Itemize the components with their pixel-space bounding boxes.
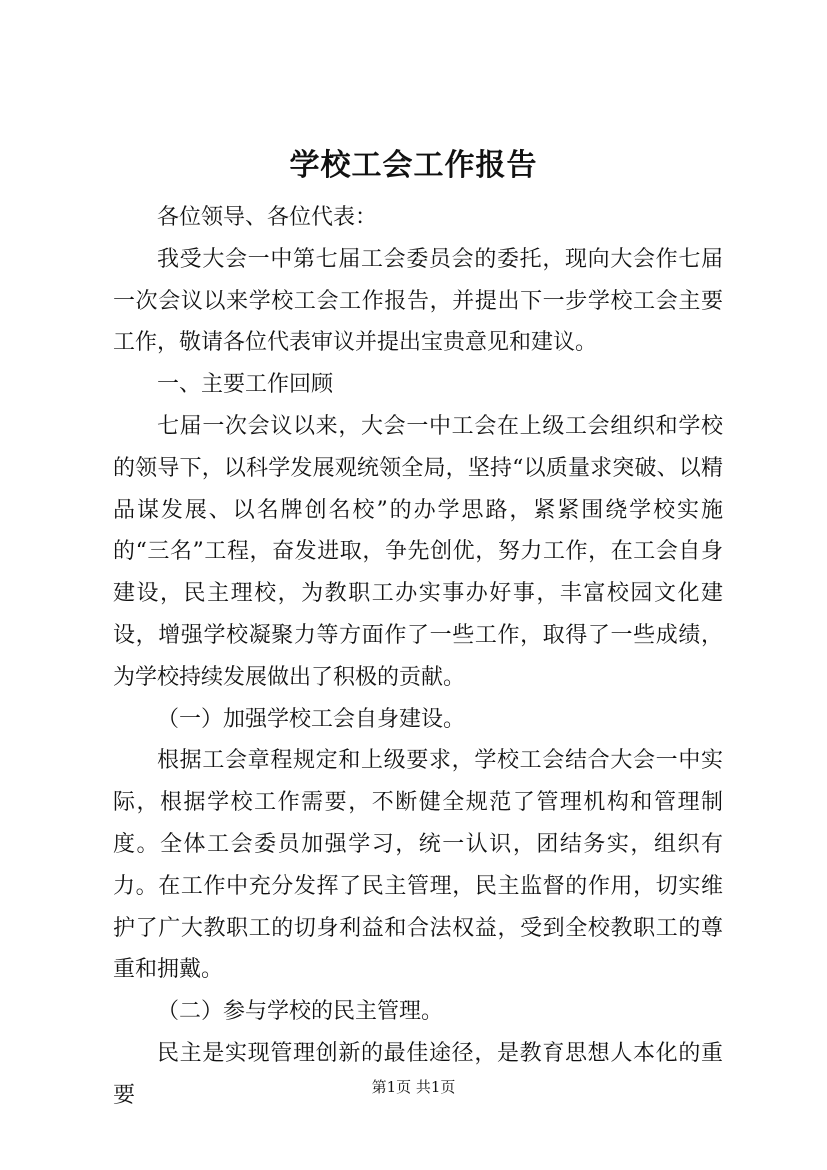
subsection-heading-2: （二）参与学校的民主管理。 — [157, 999, 444, 1025]
paragraph-intro: 我受大会一中第七届工会委员会的委托，现向大会作七届一次会议以来学校工会工作报告，并提出下一步学校工会主要工作，敬请各位代表审议并提出宝贵意见和建议。 — [113, 246, 723, 356]
paragraph-salutation: 各位领导、各位代表： — [157, 205, 378, 230]
section-heading-review: 一、主要工作回顾 — [157, 372, 334, 398]
document-body — [113, 197, 723, 1117]
page-footer: 第1页 共1页 — [371, 1078, 456, 1096]
paragraph-democracy: 民主是实现管理创新的最佳途径，是教育思想人本化的重要 — [113, 1040, 723, 1108]
paragraph-self-building: 根据工会章程规定和上级要求，学校工会结合大会一中实际，根据学校工作需要，不断健全规范了管理机构和管理制度。全体工会委员加强学习，统一认识，团结务实，组织有力。在工作中充分发挥了民主管理，民主监督的作用，切实维护了广大教职工的切身利益和合法权益，受到全校教职工的尊重和拥戴。 — [113, 748, 723, 983]
paragraph-review: 七届一次会议以来，大会一中工会在上级工会组织和学校的领导下，以科学发展观统领全局，坚持“以质量求突破、以精品谋发展、以名牌创名校”的办学思路，紧紧围绕学校实施的“三名”工程，奋发进取，争先创优，努力工作，在工会自身建设，民主理校，为教职工办实事办好事，丰富校园文化建设，增强学校凝聚力等方面作了一些工作，取得了一些成绩，为学校持续发展做出了积极的贡献。 — [113, 413, 723, 690]
document-title: 学校工会工作报告 — [289, 148, 538, 183]
subsection-heading-1: （一）加强学校工会自身建设。 — [157, 706, 466, 732]
